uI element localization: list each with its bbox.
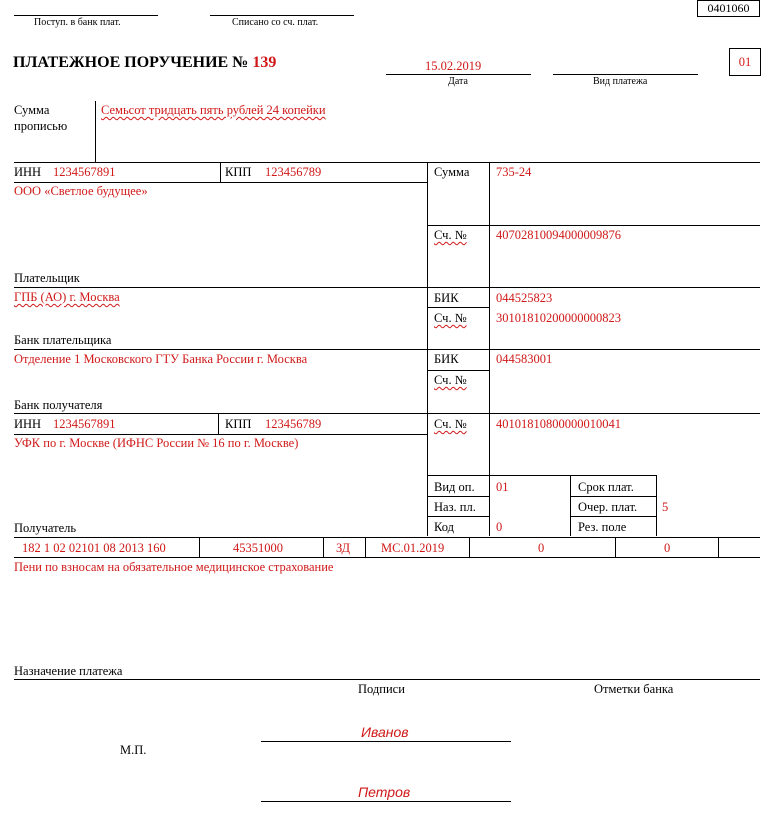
payee-account-label: Сч. № (434, 417, 467, 431)
grid-line (220, 162, 221, 182)
tax-doc-date: 0 (664, 541, 671, 555)
sum-label: Сумма (434, 165, 470, 179)
payer-bank-bik-label: БИК (434, 291, 459, 305)
payee-label: Получатель (14, 521, 77, 535)
payer-bank-bik: 044525823 (496, 291, 553, 305)
code-value: 0 (496, 520, 503, 534)
debited-date-line (210, 15, 354, 16)
payer-label: Плательщик (14, 271, 80, 285)
reserve-label: Рез. поле (578, 520, 627, 534)
bank-marks-label: Отметки банка (594, 682, 674, 696)
tax-doc-number: 0 (538, 541, 545, 555)
grid-line (323, 537, 324, 557)
tax-basis: ЗД (336, 541, 351, 555)
payer-kpp-label: КПП (225, 165, 252, 179)
payee-kpp: 123456789 (265, 417, 322, 431)
grid-line (427, 516, 489, 517)
stamp-label: М.П. (120, 743, 147, 757)
purpose-code-label: Наз. пл. (434, 500, 476, 514)
purpose-text: Пени по взносам на обязательное медицинское страхование (14, 560, 334, 574)
grid-line (570, 516, 656, 517)
payer-name: ООО «Светлое будущее» (14, 184, 148, 198)
payer-inn: 1234567891 (53, 165, 116, 179)
grid-line (14, 557, 760, 558)
payer-inn-label: ИНН (14, 165, 42, 179)
payer-bank-label: Банк плательщика (14, 333, 112, 347)
grid-line (14, 162, 760, 163)
field-101: 01 (738, 55, 752, 69)
grid-line (615, 537, 616, 557)
signature-2: Петров (358, 784, 411, 800)
grid-line (427, 370, 489, 371)
received-label: Поступ. в банк плат. (34, 17, 121, 28)
date-label: Дата (448, 76, 468, 87)
amount-words-value: Семьсот тридцать пять рублей 24 копейки (101, 103, 326, 117)
debited-label: Списано со сч. плат. (232, 17, 319, 28)
payee-bank-bik-label: БИК (434, 352, 459, 366)
form-code-box (697, 0, 760, 17)
payment-type-label: Вид платежа (593, 76, 648, 87)
purpose-label: Назначение платежа (14, 664, 123, 678)
grid-line (718, 537, 719, 557)
signatures-label: Подписи (358, 682, 405, 696)
grid-line (427, 496, 489, 497)
grid-line (14, 413, 760, 414)
order-date: 15.02.2019 (425, 59, 482, 73)
grid-line (218, 413, 219, 434)
grid-line (427, 307, 489, 308)
grid-line (14, 537, 760, 538)
signature-1-line (261, 741, 511, 742)
grid-line (14, 287, 760, 288)
order-number: 139 (252, 54, 277, 71)
grid-line (656, 475, 657, 536)
tax-period: МС.01.2019 (381, 541, 445, 555)
payee-account: 40101810800000010041 (496, 417, 621, 431)
grid-line (14, 349, 760, 350)
tax-kbk: 182 1 02 02101 08 2013 160 (22, 541, 166, 555)
grid-line (427, 225, 760, 226)
term-label: Срок плат. (578, 480, 634, 494)
op-type: 01 (496, 480, 509, 494)
grid-line (365, 537, 366, 557)
payee-bank-name-text: Отделение 1 Московского ГТУ Банка России г. Москва (14, 352, 308, 366)
grid-line (570, 475, 571, 536)
payee-bank-label: Банк получателя (14, 398, 103, 412)
tax-oktmo: 45351000 (233, 541, 283, 555)
payee-bank-bik: 044583001 (496, 352, 553, 366)
payer-kpp: 123456789 (265, 165, 322, 179)
sum-value: 735-24 (496, 165, 532, 179)
signature-1: Иванов (361, 724, 409, 740)
title-text: ПЛАТЕЖНОЕ ПОРУЧЕНИЕ № (13, 54, 249, 71)
code-label: Код (434, 520, 454, 534)
grid-line (469, 537, 470, 557)
payer-account-label: Сч. № (434, 228, 467, 242)
grid-line (427, 475, 656, 476)
payer-bank-account-label: Сч. № (434, 311, 467, 325)
payee-name: УФК по г. Москве (ИФНС России № 16 по г. Москве) (14, 436, 299, 450)
grid-line (14, 679, 760, 680)
form-code: 0401060 (707, 1, 750, 15)
payer-account: 40702810094000009876 (496, 228, 621, 242)
payee-bank-account-label: Сч. № (434, 373, 467, 387)
amount-words-label-1: Сумма (14, 103, 50, 117)
grid-line (14, 434, 427, 435)
queue-label: Очер. плат. (578, 500, 638, 514)
field-101-box (729, 48, 761, 76)
queue-value: 5 (662, 500, 669, 514)
date-line (386, 74, 531, 75)
payee-inn-label: ИНН (14, 417, 42, 431)
payee-bank-name (14, 352, 307, 367)
amount-words-label-2: прописью (14, 119, 68, 133)
payer-bank-name: ГПБ (АО) г. Москва (14, 290, 120, 304)
grid-line (199, 537, 200, 557)
payee-inn: 1234567891 (53, 417, 116, 431)
grid-line (14, 182, 427, 183)
payment-type-line (553, 74, 698, 75)
signature-2-line (261, 801, 511, 802)
op-type-label: Вид оп. (434, 480, 475, 494)
amount-words-divider (95, 101, 96, 162)
grid-line (570, 496, 656, 497)
page-title (13, 54, 276, 72)
received-date-line (14, 15, 158, 16)
payee-kpp-label: КПП (225, 417, 252, 431)
payer-bank-account: 30101810200000000823 (496, 311, 621, 325)
